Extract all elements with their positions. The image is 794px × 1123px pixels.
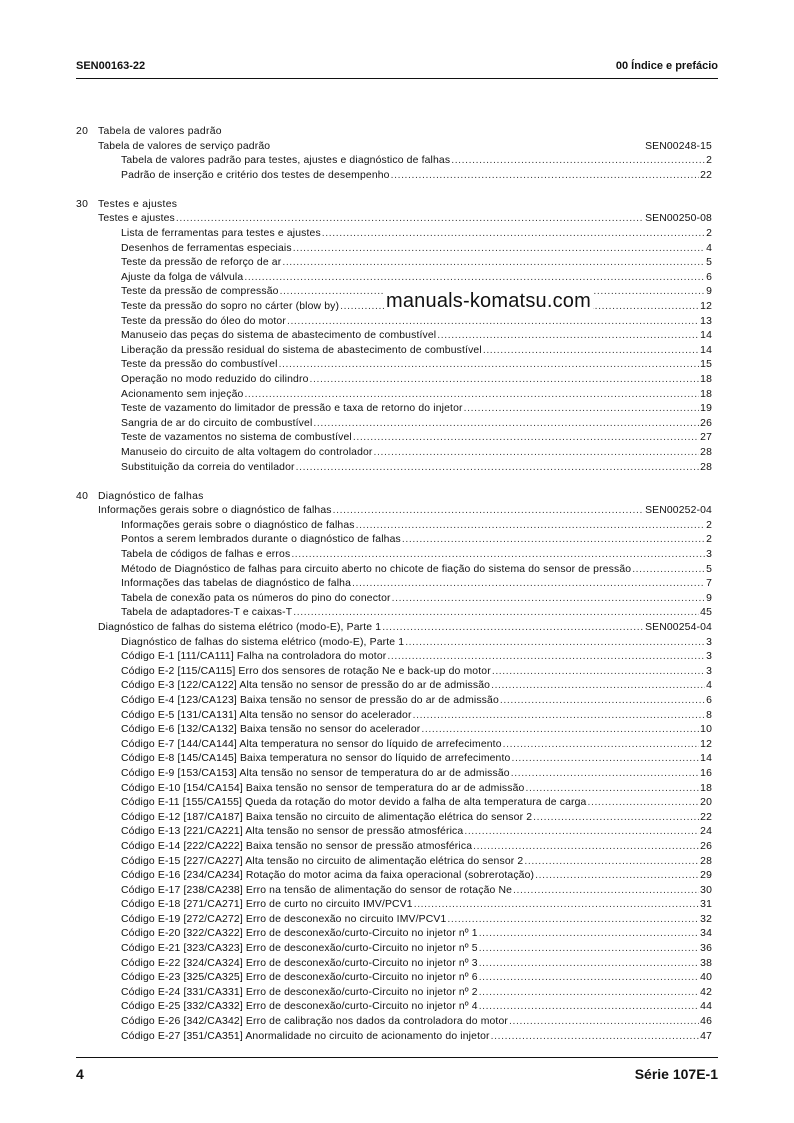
toc-chapter-entry[interactable] (76, 212, 712, 227)
page-reference: 19 (700, 403, 712, 415)
page-reference: 38 (700, 957, 712, 969)
page-reference: 2 (706, 228, 712, 240)
entry-title: Teste da pressão do óleo do motor (121, 315, 286, 327)
page-reference: 28 (700, 446, 712, 458)
page-reference: 3 (706, 665, 712, 677)
dot-leader (356, 519, 705, 534)
page-reference: 30 (700, 884, 712, 896)
entry-title: Código E-16 [234/CA234] Rotação do motor acima da faixa operacional (sobrerotação) (121, 870, 535, 882)
dot-leader (176, 212, 644, 227)
header-rule (76, 78, 718, 79)
dot-leader (479, 927, 699, 942)
toc-section (76, 125, 712, 183)
entry-title: Código E-27 [351/CA351] Anormalidade no circuito de acionamento do injetor (121, 1030, 490, 1042)
page-reference: 9 (706, 592, 712, 604)
toc-entry[interactable] (76, 913, 712, 928)
dot-leader (353, 431, 699, 446)
page-reference: 18 (700, 782, 712, 794)
entry-title: Tabela de valores de serviço padrão (98, 140, 271, 152)
entry-title: Informações gerais sobre o diagnóstico de falhas (121, 519, 355, 531)
dot-leader (479, 971, 699, 986)
dot-leader (391, 169, 700, 184)
toc-section (76, 198, 712, 475)
entry-title: Código E-5 [131/CA131] Alta tensão no sensor do acelerador (121, 709, 412, 721)
page-reference: 31 (700, 899, 712, 911)
entry-title: Código E-24 [331/CA331] Erro de desconexão/curto-Circuito no injetor nº 2 (121, 986, 478, 998)
toc-entry[interactable] (76, 986, 712, 1001)
toc-entry[interactable] (76, 1015, 712, 1030)
section-number: 40 (76, 490, 89, 502)
dot-leader (451, 154, 705, 169)
dot-leader (387, 650, 705, 665)
toc-entry[interactable] (76, 242, 712, 257)
toc-entry[interactable] (76, 679, 712, 694)
entry-title: Diagnóstico de falhas do sistema elétrico (modo-E), Parte 1 (121, 636, 405, 648)
entry-title: Pontos a serem lembrados durante o diagnóstico de falhas (121, 534, 401, 546)
page-reference: 15 (700, 359, 712, 371)
dot-leader (535, 869, 699, 884)
dot-leader (437, 329, 699, 344)
section-title-row (76, 198, 712, 213)
entry-title: Teste da pressão de reforço de ar (121, 257, 282, 269)
page-number: 4 (76, 1066, 84, 1082)
dot-leader (279, 358, 700, 373)
page-header (76, 60, 718, 76)
entry-title: Operação no modo reduzido do cilindro (121, 374, 309, 385)
entry-title: Código E-25 [332/CA332] Erro de desconexão/curto-Circuito no injetor nº 4 (121, 1001, 478, 1013)
toc-entry[interactable] (76, 927, 712, 942)
entry-title: Código E-8 [145/CA145] Baixa temperatura no sensor do líquido de arrefecimento (121, 753, 511, 765)
toc-entry[interactable] (76, 694, 712, 709)
entry-title: Tabela de adaptadores-T e caixas-T (121, 607, 293, 619)
toc-entry[interactable] (76, 767, 712, 782)
toc-entry[interactable] (76, 315, 712, 330)
entry-title: Tabela de códigos de falhas e erros (121, 549, 291, 561)
page-reference: 29 (700, 870, 712, 882)
dot-leader (310, 373, 700, 388)
page-reference: 24 (700, 826, 712, 838)
document-reference: SEN00254-04 (645, 622, 712, 633)
dot-leader (402, 533, 705, 548)
page-reference: 45 (700, 607, 712, 619)
entry-title: Método de Diagnóstico de falhas para circuito aberto no chicote de fiação do sistema do sensor de pressão (121, 563, 632, 575)
entry-title: Código E-7 [144/CA144] Alta temperatura no sensor do líquido de arrefecimento (121, 738, 502, 750)
toc-entry[interactable] (76, 169, 712, 184)
page-reference: 28 (700, 461, 712, 473)
toc-entry[interactable] (76, 971, 712, 986)
dot-leader (333, 504, 644, 519)
entry-title: Diagnóstico de falhas do sistema elétrico (modo-E), Parte 1 (98, 622, 382, 633)
page-reference: 36 (700, 943, 712, 955)
dot-leader (413, 709, 705, 724)
page-reference: 26 (700, 840, 712, 852)
dot-leader (414, 898, 699, 913)
page-reference: 28 (700, 855, 712, 867)
page-reference: 18 (700, 374, 712, 385)
toc-entry[interactable] (76, 869, 712, 884)
toc-entry[interactable] (76, 358, 712, 373)
entry-title: Testes e ajustes (98, 213, 175, 225)
document-reference: SEN00250-08 (645, 213, 712, 225)
section-title-row (76, 125, 712, 140)
page-reference: 14 (700, 330, 712, 342)
dot-leader (405, 636, 705, 651)
toc-entry[interactable] (76, 709, 712, 724)
page-reference: 2 (706, 534, 712, 546)
toc-entry[interactable] (76, 446, 712, 461)
entry-title: Tabela de valores padrão para testes, ajustes e diagnóstico de falhas (121, 155, 451, 167)
dot-leader (244, 388, 699, 403)
toc-entry[interactable] (76, 811, 712, 826)
toc-entry[interactable] (76, 782, 712, 797)
entry-title: Código E-3 [122/CA122] Alta tensão no sensor de pressão do ar de admissão (121, 680, 491, 692)
section-title: Tabela de valores padrão (98, 126, 222, 137)
toc-entry[interactable] (76, 577, 712, 592)
dot-leader (511, 752, 699, 767)
toc-entry[interactable] (76, 548, 712, 563)
page-reference: 18 (700, 388, 712, 400)
entry-title: Código E-6 [132/CA132] Baixa tensão no sensor do acelerador (121, 724, 421, 736)
page-reference: 20 (700, 797, 712, 809)
entry-title: Código E-9 [153/CA153] Alta tensão no sensor de temperatura do ar de admissão (121, 767, 510, 779)
dot-leader (473, 840, 699, 855)
page-footer (76, 1066, 718, 1084)
entry-title: Código E-10 [154/CA154] Baixa tensão no sensor de temperatura do ar de admissão (121, 782, 525, 794)
section-title: Diagnóstico de falhas (98, 490, 204, 502)
dot-leader (511, 767, 699, 782)
toc-entry[interactable] (76, 329, 712, 344)
entry-title: Código E-15 [227/CA227] Alta tensão no circuito de alimentação elétrica do sensor 2 (121, 855, 524, 867)
dot-leader (479, 1000, 699, 1015)
dot-leader (533, 811, 699, 826)
page-reference: 13 (700, 315, 712, 327)
toc-section (76, 490, 712, 1045)
page-reference: 3 (706, 549, 712, 561)
table-of-contents (76, 125, 712, 1059)
toc-entry[interactable] (76, 373, 712, 388)
entry-title: Manuseio do circuito de alta voltagem do controlador (121, 446, 373, 458)
dot-leader (382, 621, 644, 636)
dot-leader (632, 563, 705, 578)
entry-title: Informações gerais sobre o diagnóstico de falhas (98, 505, 332, 517)
dot-leader (500, 694, 705, 709)
section-title-row (76, 490, 712, 505)
dot-leader (282, 256, 705, 271)
toc-chapter-entry[interactable] (76, 621, 712, 636)
entry-title: Código E-1 [111/CA111] Falha na controladora do motor (121, 651, 387, 663)
dot-leader (513, 884, 699, 899)
entry-title: Código E-19 [272/CA272] Erro de desconexão no circuito IMV/PCV1 (121, 913, 447, 925)
entry-title: Teste de vazamentos no sistema de combustível (121, 432, 352, 444)
entry-title: Código E-26 [342/CA342] Erro de calibração nos dados da controladora do motor (121, 1016, 508, 1028)
toc-entry[interactable] (76, 256, 712, 271)
page-reference: 2 (706, 155, 712, 167)
page-reference: 16 (700, 767, 712, 779)
page-reference: 27 (700, 432, 712, 444)
page-reference: 5 (706, 257, 712, 269)
toc-entry[interactable] (76, 855, 712, 870)
section-number: 20 (76, 126, 89, 137)
toc-entry[interactable] (76, 825, 712, 840)
page-reference: 8 (706, 709, 712, 721)
page-reference: 14 (700, 753, 712, 765)
entry-title: Código E-20 [322/CA322] Erro de desconexão/curto-Circuito no injetor nº 1 (121, 928, 478, 940)
toc-entry[interactable] (76, 154, 712, 169)
dot-leader (244, 271, 705, 286)
page-reference: 14 (700, 344, 712, 356)
entry-title: Código E-18 [271/CA271] Erro de curto no circuito IMV/PCV1 (121, 899, 413, 911)
toc-entry[interactable] (76, 519, 712, 534)
entry-title: Código E-21 [323/CA323] Erro de desconexão/curto-Circuito no injetor nº 5 (121, 943, 478, 955)
dot-leader (492, 665, 705, 680)
toc-entry[interactable] (76, 388, 712, 403)
entry-title: Código E-11 [155/CA155] Queda da rotação do motor devido a falha de alta temperatura de carga (121, 797, 587, 809)
toc-entry[interactable] (76, 1030, 712, 1045)
entry-title: Ajuste da folga de válvula (121, 271, 244, 283)
entry-title: Informações das tabelas de diagnóstico de falha (121, 578, 352, 590)
entry-title: Código E-12 [187/CA187] Baixa tensão no circuito de alimentação elétrica do sensor 2 (121, 811, 533, 823)
page-reference: 44 (700, 1001, 712, 1013)
toc-entry[interactable] (76, 227, 712, 242)
toc-entry[interactable] (76, 271, 712, 286)
dot-leader (313, 417, 699, 432)
toc-entry[interactable] (76, 402, 712, 417)
dot-leader (479, 986, 699, 1001)
toc-entry[interactable] (76, 796, 712, 811)
dot-leader (421, 723, 699, 738)
dot-leader (587, 796, 699, 811)
toc-entry[interactable] (76, 942, 712, 957)
document-reference: SEN00252-04 (645, 505, 712, 517)
toc-entry[interactable] (76, 344, 712, 359)
toc-entry[interactable] (76, 592, 712, 607)
toc-entry[interactable] (76, 884, 712, 899)
entry-title: Desenhos de ferramentas especiais (121, 242, 292, 254)
page-reference: 7 (706, 578, 712, 590)
series-label: Série 107E-1 (634, 1066, 718, 1082)
dot-leader (352, 577, 705, 592)
dot-leader (322, 227, 705, 242)
toc-entry[interactable] (76, 840, 712, 855)
toc-entry[interactable] (76, 752, 712, 767)
toc-entry[interactable] (76, 723, 712, 738)
dot-leader (293, 606, 699, 621)
document-code: SEN00163-22 (76, 60, 146, 72)
dot-leader (464, 825, 699, 840)
section-number: 30 (76, 198, 89, 210)
page-reference: 4 (706, 680, 712, 692)
page-reference: 12 (700, 301, 712, 313)
entry-title: Substituição da correia do ventilador (121, 461, 295, 473)
dot-leader (447, 913, 699, 928)
watermark: manuals-komatsu.com (386, 290, 591, 312)
toc-chapter-entry[interactable] (76, 140, 712, 155)
page-reference: 34 (700, 928, 712, 940)
toc-entry[interactable] (76, 650, 712, 665)
dot-leader (291, 548, 705, 563)
dot-leader (483, 344, 699, 359)
page-reference: 47 (700, 1030, 712, 1042)
dot-leader (293, 242, 705, 257)
page-reference: 4 (706, 242, 712, 254)
page-reference: 6 (706, 271, 712, 283)
page-reference: 2 (706, 519, 712, 531)
dot-leader (525, 782, 699, 797)
entry-title: Tabela de conexão pata os números do pino do conector (121, 592, 391, 604)
page-reference: 5 (706, 563, 712, 575)
entry-title: Teste da pressão do combustível (121, 359, 278, 371)
footer-rule (76, 1057, 718, 1058)
page-reference: 6 (706, 694, 712, 706)
page-reference: 22 (700, 811, 712, 823)
page-reference: 3 (706, 651, 712, 663)
page-reference: 10 (700, 724, 712, 736)
entry-title: Código E-22 [324/CA324] Erro de desconexão/curto-Circuito no injetor nº 3 (121, 957, 478, 969)
page-reference: 22 (700, 169, 712, 181)
dot-leader (524, 855, 699, 870)
entry-title: Código E-23 [325/CA325] Erro de desconexão/curto-Circuito no injetor nº 6 (121, 972, 478, 984)
entry-title: Código E-13 [221/CA221] Alta tensão no sensor de pressão atmosférica (121, 826, 464, 838)
dot-leader (296, 461, 700, 476)
page-reference: 32 (700, 913, 712, 925)
toc-entry[interactable] (76, 957, 712, 972)
dot-leader (479, 942, 699, 957)
page-reference: 3 (706, 636, 712, 648)
toc-entry[interactable] (76, 665, 712, 680)
section-title: Testes e ajustes (98, 198, 178, 210)
toc-entry[interactable] (76, 533, 712, 548)
dot-leader (491, 679, 705, 694)
dot-leader (479, 957, 699, 972)
section-heading: 00 Índice e prefácio (615, 60, 718, 72)
dot-leader (491, 1030, 699, 1045)
toc-entry[interactable] (76, 417, 712, 432)
page-reference: 42 (700, 986, 712, 998)
toc-entry[interactable] (76, 606, 712, 621)
entry-title: Código E-4 [123/CA123] Baixa tensão no sensor de pressão do ar de admissão (121, 694, 499, 706)
entry-title: Código E-14 [222/CA222] Baixa tensão no sensor de pressão atmosférica (121, 840, 473, 852)
page-reference: 46 (700, 1016, 712, 1028)
entry-title: Teste da pressão do sopro no cárter (blow by) (121, 301, 340, 313)
page-reference: 40 (700, 972, 712, 984)
document-reference: SEN00248-15 (645, 140, 712, 152)
entry-title: Sangria de ar do circuito de combustível (121, 417, 313, 429)
toc-entry[interactable] (76, 636, 712, 651)
entry-title: Teste de vazamento do limitador de pressão e taxa de retorno do injetor (121, 403, 463, 415)
entry-title: Teste da pressão de compressão (121, 286, 279, 298)
toc-entry[interactable] (76, 738, 712, 753)
toc-entry[interactable] (76, 461, 712, 476)
toc-entry[interactable] (76, 431, 712, 446)
toc-entry[interactable] (76, 898, 712, 913)
entry-title: Manuseio das peças do sistema de abastecimento de combustível (121, 330, 437, 342)
dot-leader (287, 315, 699, 330)
entry-title: Acionamento sem injeção (121, 388, 244, 400)
toc-chapter-entry[interactable] (76, 504, 712, 519)
entry-title: Código E-2 [115/CA115] Erro dos sensores de rotação Ne e back-up do motor (121, 665, 491, 677)
toc-entry[interactable] (76, 1000, 712, 1015)
entry-title: Padrão de inserção e critério dos testes de desempenho (121, 169, 390, 181)
dot-leader (509, 1015, 699, 1030)
entry-title: Código E-17 [238/CA238] Erro na tensão de alimentação do sensor de rotação Ne (121, 884, 513, 896)
page-reference: 9 (706, 286, 712, 298)
dot-leader (464, 402, 700, 417)
dot-leader (374, 446, 700, 461)
entry-title: Lista de ferramentas para testes e ajustes (121, 228, 321, 240)
page-reference: 12 (700, 738, 712, 750)
dot-leader (503, 738, 700, 753)
entry-title: Liberação da pressão residual do sistema de abastecimento de combustível (121, 344, 482, 356)
page-reference: 26 (700, 417, 712, 429)
toc-entry[interactable] (76, 563, 712, 578)
dot-leader (392, 592, 705, 607)
